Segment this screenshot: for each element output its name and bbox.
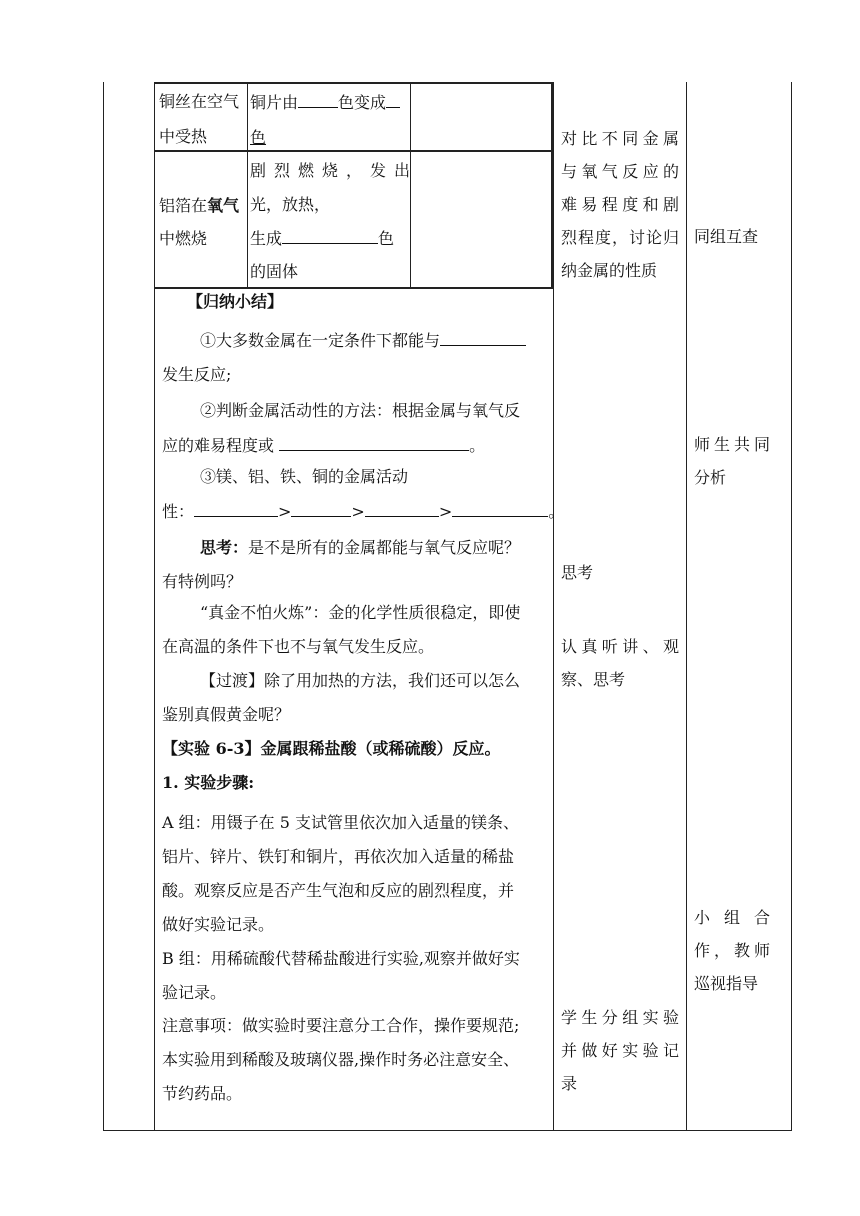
summary-point-3: ③镁、铝、铁、铜的金属活动 性： > > > 。	[162, 467, 565, 521]
inner-table-divider	[247, 82, 248, 289]
table-border-bottom	[103, 1130, 792, 1131]
summary-title: 【归纳小结】	[187, 292, 284, 311]
student-compare: 对比不同金属 与氧气反应的 难易程度和剧 烈程度，讨论归 纳金属的性质	[561, 129, 679, 280]
summary-point-2: ②判断金属活动性的方法：根据金属与氧气反 应的难易程度或 。	[162, 401, 521, 455]
row1-phenomenon: 铜片由 色变成 色	[250, 92, 400, 148]
inner-table-row-divider	[154, 150, 553, 152]
summary-point-1: ①大多数金属在一定条件下都能与 发生反应;	[162, 330, 526, 385]
student-think: 思考	[561, 563, 594, 582]
experiment-group-a: A 组：用镊子在 5 支试管里依次加入适量的镁条、 铝片、锌片、铁钉和铜片，再依次加入适量的稀盐 酸。观察反应是否产生气泡和反应的剧烈程度，并 做好实验记录。	[162, 813, 519, 934]
table-border-right	[791, 82, 792, 1131]
table-column-divider	[686, 82, 687, 1131]
experiment-steps-title: 1. 实验步骤:	[162, 773, 255, 792]
gold-note: “真金不怕火炼”：金的化学性质很稳定，即使 在高温的条件下也不与氧气发生反应。	[162, 603, 521, 656]
student-listen: 认真听讲、观 察、思考	[561, 637, 679, 689]
intent-analyze: 师生共同 分析	[694, 435, 770, 487]
think-question: 思考：是不是所有的金属都能与氧气反应呢？ 有特例吗？	[162, 538, 521, 591]
row1-subject: 铜丝在空气 中受热	[159, 92, 240, 146]
inner-table-divider	[551, 82, 553, 289]
inner-table-divider	[410, 82, 411, 289]
experiment-group-b: B 组：用稀硫酸代替稀盐酸进行实验,观察并做好实 验记录。	[162, 949, 520, 1002]
intent-cooperation: 小组合 作，教师 巡视指导	[694, 908, 770, 993]
row2-subject: 铝箔在氧气 中燃烧	[159, 196, 240, 248]
row2-phenomenon: 剧烈燃烧，发出 光，放热， 生成 色 的固体	[250, 161, 410, 281]
table-column-divider	[154, 82, 155, 1131]
inner-table-top	[154, 82, 553, 84]
table-column-divider	[553, 82, 554, 1131]
experiment-notes: 注意事项：做实验时要注意分工合作，操作要规范; 本实验用到稀酸及玻璃仪器,操作时务必注意安全、 节约药品。	[162, 1016, 520, 1103]
student-group-experiment: 学生分组实验 并做好实验记 录	[561, 1008, 679, 1093]
inner-table-bottom	[154, 287, 553, 289]
table-border-left	[103, 82, 104, 1131]
intent-peer-check: 同组互查	[694, 227, 759, 246]
experiment-title: 【实验 6-3】金属跟稀盐酸（或稀硫酸）反应。	[162, 739, 501, 758]
transition: 【过渡】除了用加热的方法，我们还可以怎么 鉴别真假黄金呢？	[162, 671, 521, 724]
